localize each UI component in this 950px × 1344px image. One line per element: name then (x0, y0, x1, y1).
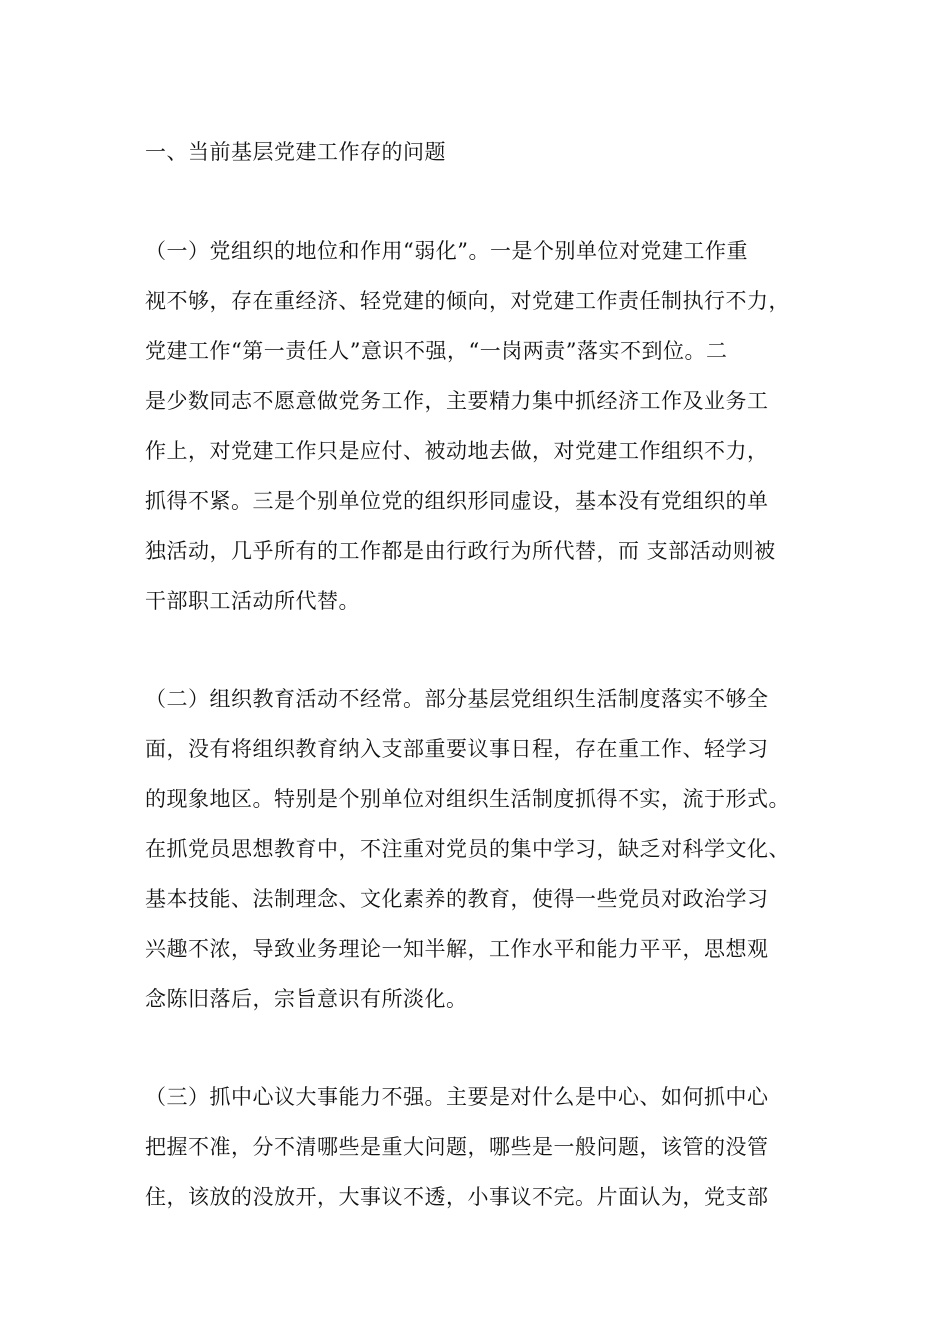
text-line: 党建工作“第一责任人”意识不强，“一岗两责”落实不到位。二 (145, 339, 728, 363)
paragraph-2 (145, 682, 815, 1032)
text-line: 干部职工活动所代替。 (145, 589, 360, 613)
paragraph-3 (145, 1080, 815, 1230)
text-line: 基本技能、法制理念、文化素养的教育，使得一些党员对政治学习 (145, 887, 769, 911)
text-line: （一）党组织的地位和作用“弱化”。一是个别单位对党建工作重 (145, 239, 748, 263)
text-line: 抓得不紧。三是个别单位党的组织形同虚设，基本没有党组织的单 (145, 489, 769, 513)
text-line: 住，该放的没放开，大事议不透，小事议不完。片面认为，党支部 (145, 1185, 769, 1209)
text-line: 视不够，存在重经济、轻党建的倾向，对党建工作责任制执行不力， (145, 289, 790, 313)
text-line: 兴趣不浓，导致业务理论一知半解，工作水平和能力平平，思想观 (145, 937, 769, 961)
text-line: 念陈旧落后，宗旨意识有所淡化。 (145, 987, 468, 1011)
text-line: （二）组织教育活动不经常。部分基层党组织生活制度落实不够全 (145, 687, 769, 711)
text-line: （三）抓中心议大事能力不强。主要是对什么是中心、如何抓中心 (145, 1085, 769, 1109)
text-line: 的现象地区。特别是个别单位对组织生活制度抓得不实，流于形式。 (145, 787, 790, 811)
text-line: 在抓党员思想教育中，不注重对党员的集中学习，缺乏对科学文化、 (145, 837, 790, 861)
text-line: 是少数同志不愿意做党务工作，主要精力集中抓经济工作及业务工 (145, 389, 769, 413)
section-heading: 一、当前基层党建工作存的问题 (145, 140, 446, 164)
paragraph-1 (145, 234, 815, 634)
text-line: 作上，对党建工作只是应付、被动地去做，对党建工作组织不力， (145, 439, 769, 463)
text-line: 面，没有将组织教育纳入支部重要议事日程，存在重工作、轻学习 (145, 737, 769, 761)
text-line: 独活动，几乎所有的工作都是由行政行为所代替，而 支部活动则被 (145, 539, 776, 563)
text-line: 把握不准，分不清哪些是重大问题，哪些是一般问题，该管的没管 (145, 1135, 769, 1159)
